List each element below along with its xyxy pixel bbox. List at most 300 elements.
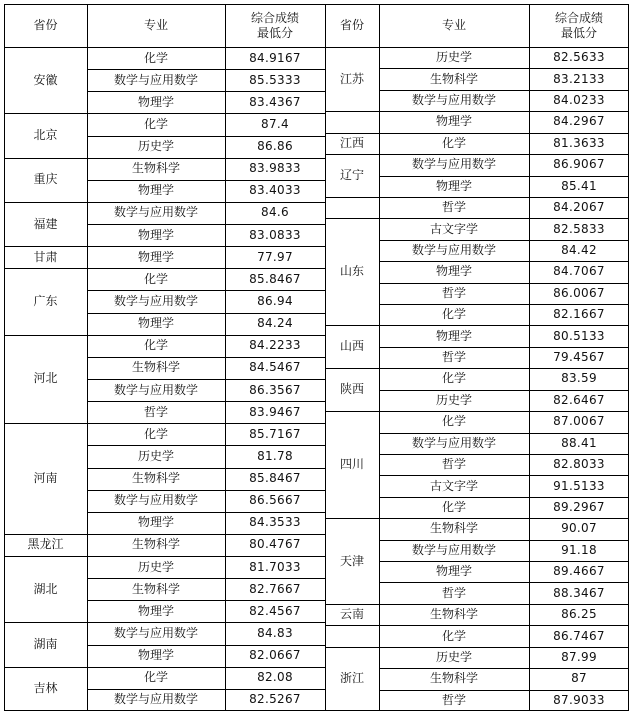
grid-line <box>379 111 629 112</box>
right-score-cell <box>529 475 629 496</box>
right-major-cell <box>379 411 529 432</box>
left-major-cell <box>87 335 225 357</box>
left-major-cell-text: 哲学 <box>143 404 168 419</box>
left-major-cell-text: 化学 <box>143 426 168 441</box>
left-major-cell-text: 数学与应用数学 <box>113 692 198 707</box>
right-major-cell <box>379 561 529 582</box>
grid-line <box>379 582 629 583</box>
right-score-cell-text: 89.4667 <box>553 564 605 579</box>
grid-line <box>87 600 325 601</box>
left-province-cell-text: 湖北 <box>33 581 58 596</box>
grid-line <box>4 202 87 203</box>
grid-line <box>87 158 325 159</box>
right-province-cell <box>325 47 379 111</box>
right-score-cell <box>529 668 629 689</box>
grid-line <box>87 69 325 70</box>
left-score-cell <box>225 290 325 312</box>
left-major-cell-text: 物理学 <box>137 227 174 242</box>
grid-line <box>87 512 325 513</box>
right-score-cell-text: 82.5833 <box>553 221 605 236</box>
right-major-cell-text: 生物科学 <box>429 607 478 622</box>
right-major-cell-text: 历史学 <box>435 649 472 664</box>
left-major-cell-text: 物理学 <box>137 648 174 663</box>
right-major-cell <box>379 240 529 261</box>
left-major-cell-text: 化学 <box>143 116 168 131</box>
left-major-cell <box>87 512 225 534</box>
right-major-cell-text: 化学 <box>441 628 466 643</box>
left-major-cell <box>87 136 225 158</box>
left-major-cell-text: 历史学 <box>137 448 174 463</box>
grid-line <box>379 690 629 691</box>
grid-line <box>87 113 325 114</box>
left-major-cell <box>87 158 225 180</box>
left-province-cell-text: 重庆 <box>33 172 58 187</box>
right-score-cell <box>529 240 629 261</box>
left-major-cell <box>87 534 225 556</box>
grid-line <box>4 667 87 668</box>
left-major-cell <box>87 578 225 600</box>
grid-line <box>87 335 325 336</box>
right-province-cell <box>325 518 379 604</box>
right-major-cell <box>379 368 529 389</box>
right-province-cell-text: 陕西 <box>339 382 364 397</box>
right-major-cell-text: 哲学 <box>441 350 466 365</box>
grid-line <box>325 4 326 711</box>
left-major-cell-text: 生物科学 <box>131 581 180 596</box>
grid-line <box>379 604 629 605</box>
right-score-cell <box>529 647 629 668</box>
right-score-cell-text: 81.3633 <box>553 135 605 150</box>
right-major-cell-text: 生物科学 <box>429 71 478 86</box>
left-score-cell-text: 84.6 <box>261 205 289 220</box>
left-major-cell-text: 生物科学 <box>131 360 180 375</box>
left-score-cell <box>225 490 325 512</box>
right-score-cell-text: 86.0067 <box>553 285 605 300</box>
left-major-cell <box>87 445 225 467</box>
right-major-cell-text: 化学 <box>441 371 466 386</box>
right-score-cell <box>529 433 629 454</box>
left-province-cell <box>4 47 87 113</box>
right-major-cell-text: 化学 <box>441 135 466 150</box>
left-province-cell-text: 安徽 <box>33 72 58 87</box>
grid-line <box>87 423 325 424</box>
grid-line <box>87 202 325 203</box>
grid-line <box>325 518 379 519</box>
left-major-cell <box>87 313 225 335</box>
right-score-cell-text: 84.42 <box>561 242 597 257</box>
right-major-cell <box>379 176 529 197</box>
grid-line <box>87 534 325 535</box>
right-score-cell-text: 88.3467 <box>553 585 605 600</box>
left-province-cell-text: 河北 <box>33 371 58 386</box>
left-province-cell <box>4 423 87 534</box>
right-major-cell <box>379 390 529 411</box>
grid-line <box>87 224 325 225</box>
grid-line <box>4 423 87 424</box>
left-province-cell <box>4 246 87 268</box>
right-score-cell <box>529 390 629 411</box>
left-major-cell <box>87 113 225 135</box>
left-major-cell <box>87 69 225 91</box>
left-major-cell-text: 化学 <box>143 338 168 353</box>
right-province-cell-text: 江苏 <box>339 71 364 86</box>
left-major-cell-text: 物理学 <box>137 316 174 331</box>
grid-line <box>87 313 325 314</box>
right-score-cell-text: 84.0233 <box>553 93 605 108</box>
left-score-cell-text: 86.5667 <box>249 493 301 508</box>
left-major-cell <box>87 379 225 401</box>
right-major-cell-text: 数学与应用数学 <box>411 157 496 172</box>
right-province-cell <box>325 368 379 411</box>
left-score-cell-text: 85.5333 <box>249 72 301 87</box>
grid-line <box>379 176 629 177</box>
admission-score-table <box>4 4 629 711</box>
grid-line <box>325 325 379 326</box>
right-score-cell <box>529 47 629 68</box>
header-score-right <box>529 4 629 47</box>
left-score-cell <box>225 689 325 711</box>
left-score-cell <box>225 202 325 224</box>
left-score-cell <box>225 357 325 379</box>
left-score-cell-text: 83.4367 <box>249 94 301 109</box>
grid-line <box>87 468 325 469</box>
right-score-cell-text: 87.0067 <box>553 414 605 429</box>
grid-line <box>87 667 325 668</box>
right-major-cell <box>379 304 529 325</box>
right-score-cell <box>529 197 629 218</box>
header-province-right <box>325 4 379 47</box>
right-major-cell-text: 哲学 <box>441 200 466 215</box>
left-major-cell <box>87 600 225 622</box>
right-major-cell-text: 物理学 <box>435 564 472 579</box>
left-major-cell <box>87 290 225 312</box>
left-major-cell <box>87 645 225 667</box>
right-major-cell <box>379 454 529 475</box>
grid-line <box>325 154 379 155</box>
right-major-cell <box>379 218 529 239</box>
right-major-cell-text: 古文字学 <box>429 478 478 493</box>
right-major-cell-text: 哲学 <box>441 285 466 300</box>
header-major-right <box>379 4 529 47</box>
right-province-cell <box>325 411 379 518</box>
grid-line <box>87 645 325 646</box>
grid-line <box>87 689 325 690</box>
left-major-cell-text: 历史学 <box>137 559 174 574</box>
right-score-cell <box>529 561 629 582</box>
header-province-text: 省份 <box>33 18 58 32</box>
right-score-cell-text: 86.7467 <box>553 628 605 643</box>
right-major-cell-text: 化学 <box>441 500 466 514</box>
grid-line <box>325 197 379 198</box>
right-major-cell-text: 哲学 <box>441 692 466 707</box>
left-major-cell <box>87 401 225 423</box>
right-major-cell <box>379 604 529 625</box>
right-score-cell-text: 84.2067 <box>553 200 605 215</box>
left-score-cell-text: 85.8467 <box>249 271 301 286</box>
right-province-cell <box>325 218 379 325</box>
right-province-cell <box>325 325 379 368</box>
grid-line <box>379 347 629 348</box>
right-score-cell <box>529 218 629 239</box>
left-province-cell <box>4 268 87 334</box>
right-major-cell <box>379 690 529 711</box>
right-score-cell <box>529 582 629 603</box>
grid-line <box>4 710 629 711</box>
left-major-cell <box>87 180 225 202</box>
left-province-cell <box>4 622 87 666</box>
right-major-cell <box>379 668 529 689</box>
right-major-cell-text: 古文字学 <box>429 221 478 236</box>
header-province-left <box>4 4 87 47</box>
header-score-line1: 综合成绩 <box>250 10 299 25</box>
left-score-cell <box>225 136 325 158</box>
right-score-cell <box>529 411 629 432</box>
left-score-cell <box>225 335 325 357</box>
left-major-cell-text: 物理学 <box>137 603 174 618</box>
left-score-cell <box>225 578 325 600</box>
left-score-cell-text: 83.9467 <box>249 404 301 419</box>
grid-line <box>4 4 629 5</box>
left-score-cell-text: 84.24 <box>257 316 293 331</box>
right-score-cell-text: 84.2967 <box>553 114 605 129</box>
left-major-cell <box>87 622 225 644</box>
grid-line <box>325 111 379 112</box>
grid-line <box>87 4 88 711</box>
left-major-cell <box>87 689 225 711</box>
grid-line <box>325 604 379 605</box>
right-major-cell-text: 数学与应用数学 <box>411 242 496 257</box>
grid-line <box>379 240 629 241</box>
header-major-text: 专业 <box>143 18 168 32</box>
grid-line <box>325 625 379 626</box>
right-province-cell <box>325 154 379 197</box>
left-major-cell <box>87 468 225 490</box>
grid-line <box>87 290 325 291</box>
grid-line <box>87 136 325 137</box>
left-score-cell-text: 86.3567 <box>249 382 301 397</box>
right-score-cell-text: 83.59 <box>561 371 597 386</box>
right-score-cell-text: 88.41 <box>561 435 597 450</box>
grid-line <box>4 158 87 159</box>
right-major-cell <box>379 625 529 646</box>
grid-line <box>379 625 629 626</box>
left-score-cell <box>225 47 325 69</box>
grid-line <box>325 218 379 219</box>
grid-line <box>4 335 87 336</box>
grid-line <box>87 268 325 269</box>
header-score-left <box>225 4 325 47</box>
left-major-cell-text: 化学 <box>143 670 168 685</box>
grid-line <box>325 368 379 369</box>
right-major-cell <box>379 518 529 539</box>
right-score-cell <box>529 176 629 197</box>
grid-line <box>628 4 629 711</box>
right-major-cell <box>379 325 529 346</box>
left-score-cell-text: 84.3533 <box>249 515 301 530</box>
left-score-cell <box>225 91 325 113</box>
right-score-cell-text: 90.07 <box>561 521 597 536</box>
right-major-cell <box>379 68 529 89</box>
right-score-cell-text: 84.7067 <box>553 264 605 279</box>
left-score-cell <box>225 158 325 180</box>
right-major-cell-text: 化学 <box>441 414 466 429</box>
left-province-cell <box>4 534 87 556</box>
grid-line <box>379 454 629 455</box>
right-major-cell-text: 物理学 <box>435 264 472 279</box>
right-score-cell <box>529 304 629 325</box>
grid-line <box>4 622 87 623</box>
left-province-cell-text: 河南 <box>33 471 58 486</box>
grid-line <box>325 411 379 412</box>
left-score-cell-text: 84.83 <box>257 626 293 641</box>
left-score-cell-text: 84.2233 <box>249 338 301 353</box>
left-major-cell <box>87 246 225 268</box>
grid-line <box>379 68 629 69</box>
grid-line <box>379 325 629 326</box>
right-province-cell <box>325 604 379 625</box>
right-major-cell <box>379 133 529 154</box>
left-major-cell-text: 物理学 <box>137 515 174 530</box>
grid-line <box>379 4 380 711</box>
grid-line <box>87 91 325 92</box>
left-score-cell-text: 85.8467 <box>249 471 301 486</box>
right-province-cell <box>325 647 379 711</box>
left-major-cell-text: 物理学 <box>137 94 174 109</box>
left-score-cell <box>225 534 325 556</box>
left-major-cell <box>87 357 225 379</box>
right-score-cell <box>529 90 629 111</box>
grid-line <box>379 197 629 198</box>
right-score-cell <box>529 261 629 282</box>
right-score-cell-text: 87.99 <box>561 649 597 664</box>
grid-line <box>379 411 629 412</box>
right-score-cell-text: 83.2133 <box>553 71 605 86</box>
right-province-cell-text: 天津 <box>339 553 364 568</box>
right-score-cell-text: 82.6467 <box>553 392 605 407</box>
right-major-cell-text: 物理学 <box>435 178 472 193</box>
right-province-cell-text: 山东 <box>339 264 364 279</box>
right-score-cell <box>529 133 629 154</box>
right-score-cell <box>529 325 629 346</box>
grid-line <box>325 647 379 648</box>
left-major-cell <box>87 556 225 578</box>
header-province-text: 省份 <box>339 18 364 32</box>
right-major-cell <box>379 154 529 175</box>
left-score-cell-text: 81.7033 <box>249 559 301 574</box>
left-major-cell-text: 数学与应用数学 <box>113 294 198 309</box>
left-major-cell-text: 化学 <box>143 50 168 65</box>
right-score-cell <box>529 540 629 561</box>
left-score-cell-text: 80.4767 <box>249 537 301 552</box>
left-score-cell-text: 86.86 <box>257 139 293 154</box>
right-score-cell <box>529 497 629 518</box>
grid-line <box>379 433 629 434</box>
left-score-cell-text: 84.9167 <box>249 50 301 65</box>
right-score-cell <box>529 690 629 711</box>
left-score-cell-text: 87.4 <box>261 116 289 131</box>
grid-line <box>379 540 629 541</box>
grid-line <box>325 133 379 134</box>
left-major-cell-text: 数学与应用数学 <box>113 493 198 508</box>
grid-line <box>4 47 629 48</box>
grid-line <box>379 647 629 648</box>
grid-line <box>379 283 629 284</box>
left-major-cell <box>87 490 225 512</box>
left-major-cell-text: 生物科学 <box>131 471 180 486</box>
right-score-cell <box>529 283 629 304</box>
left-province-cell-text: 吉林 <box>33 681 58 696</box>
right-major-cell-text: 生物科学 <box>429 521 478 536</box>
left-score-cell <box>225 113 325 135</box>
grid-line <box>87 246 325 247</box>
left-score-cell-text: 82.7667 <box>249 581 301 596</box>
right-major-cell-text: 化学 <box>441 307 466 322</box>
grid-line <box>4 113 87 114</box>
right-score-cell-text: 91.5133 <box>553 478 605 493</box>
left-score-cell <box>225 622 325 644</box>
right-major-cell <box>379 111 529 132</box>
left-score-cell-text: 85.7167 <box>249 426 301 441</box>
left-score-cell-text: 83.9833 <box>249 161 301 176</box>
left-score-cell <box>225 313 325 335</box>
left-province-cell-text: 黑龙江 <box>27 537 64 552</box>
right-score-cell-text: 86.9067 <box>553 157 605 172</box>
left-score-cell-text: 77.97 <box>257 249 293 264</box>
left-major-cell <box>87 202 225 224</box>
left-major-cell <box>87 91 225 113</box>
grid-line <box>87 379 325 380</box>
grid-line <box>4 556 87 557</box>
left-major-cell-text: 数学与应用数学 <box>113 626 198 641</box>
left-score-cell-text: 82.08 <box>257 670 293 685</box>
header-score-line1: 综合成绩 <box>554 10 603 25</box>
right-major-cell <box>379 283 529 304</box>
left-province-cell-text: 北京 <box>33 128 58 143</box>
right-major-cell <box>379 197 529 218</box>
grid-line <box>4 268 87 269</box>
right-province-cell-text: 四川 <box>339 457 364 472</box>
left-major-cell <box>87 667 225 689</box>
left-major-cell-text: 生物科学 <box>131 161 180 176</box>
right-major-cell-text: 哲学 <box>441 457 466 472</box>
right-score-cell-text: 87 <box>571 671 587 686</box>
left-score-cell <box>225 600 325 622</box>
right-major-cell <box>379 540 529 561</box>
left-score-cell <box>225 556 325 578</box>
right-score-cell-text: 87.9033 <box>553 692 605 707</box>
left-major-cell-text: 历史学 <box>137 139 174 154</box>
right-score-cell-text: 82.1667 <box>553 307 605 322</box>
grid-line <box>379 475 629 476</box>
right-major-cell <box>379 475 529 496</box>
left-province-cell-text: 广东 <box>33 294 58 309</box>
left-major-cell-text: 数学与应用数学 <box>113 382 198 397</box>
left-score-cell <box>225 268 325 290</box>
right-province-cell <box>325 133 379 154</box>
right-score-cell <box>529 68 629 89</box>
right-score-cell-text: 82.5633 <box>553 50 605 65</box>
right-score-cell-text: 89.2967 <box>553 500 605 514</box>
right-major-cell-text: 物理学 <box>435 114 472 129</box>
grid-line <box>379 368 629 369</box>
right-score-cell-text: 91.18 <box>561 542 597 557</box>
right-major-cell-text: 数学与应用数学 <box>411 542 496 557</box>
left-major-cell-text: 物理学 <box>137 183 174 198</box>
right-province-cell-text: 江西 <box>339 135 364 150</box>
right-major-cell <box>379 497 529 518</box>
grid-line <box>379 518 629 519</box>
right-score-cell <box>529 604 629 625</box>
